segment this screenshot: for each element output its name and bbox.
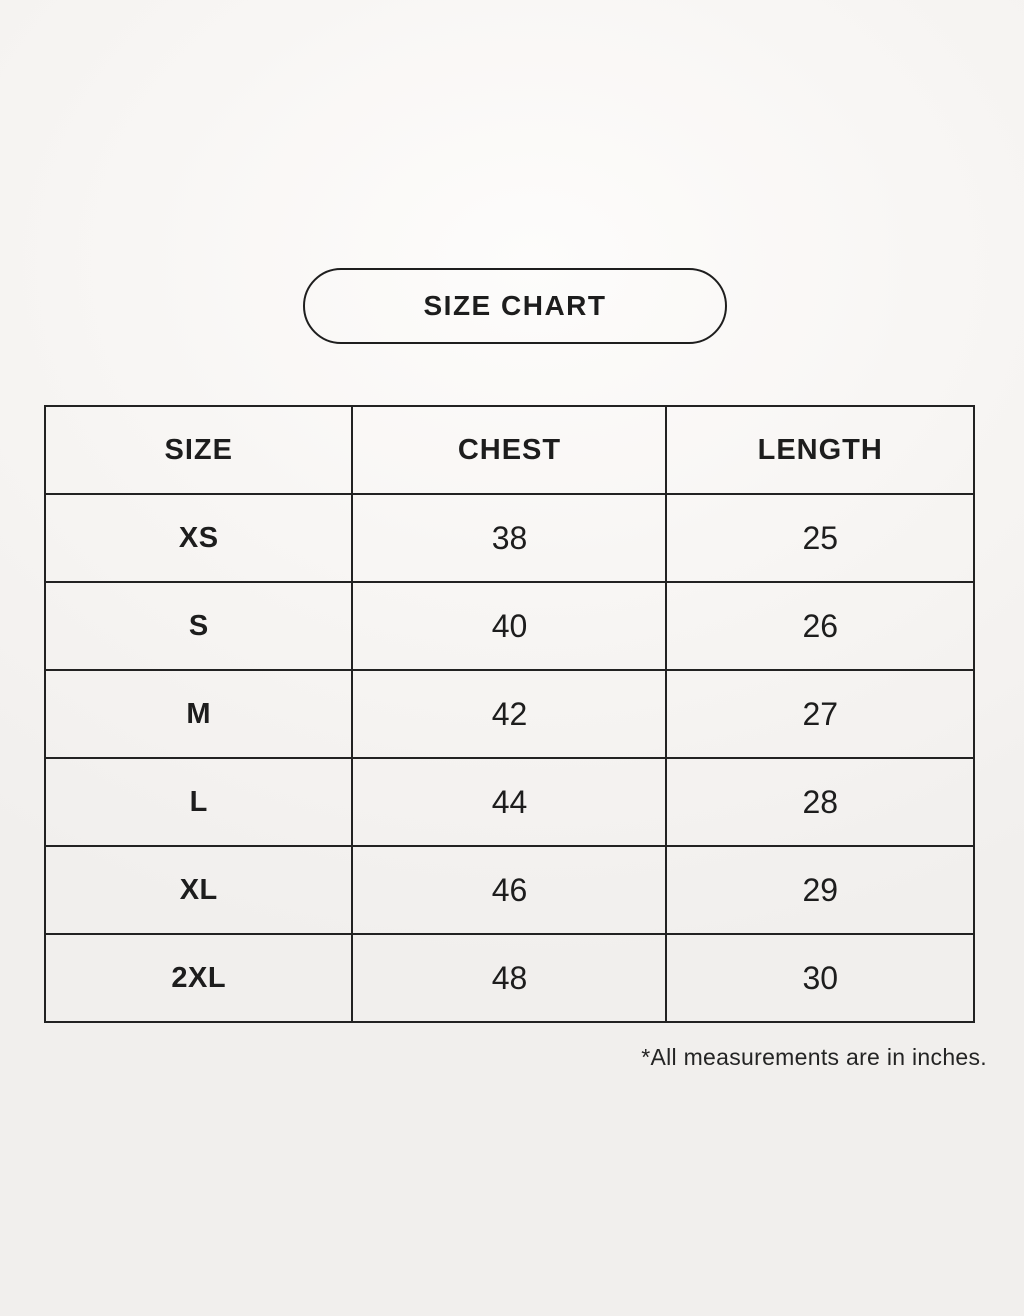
length-cell: 25 — [666, 494, 974, 582]
column-header-length: LENGTH — [666, 406, 974, 494]
size-chart-table — [44, 405, 975, 1023]
size-cell: L — [45, 758, 352, 846]
measurements-footnote: *All measurements are in inches. — [641, 1044, 987, 1070]
table-row — [45, 494, 974, 582]
length-cell: 29 — [666, 846, 974, 934]
chest-cell: 42 — [352, 670, 666, 758]
length-cell: 30 — [666, 934, 974, 1022]
size-cell: 2XL — [45, 934, 352, 1022]
table-header-row — [45, 406, 974, 494]
size-chart-title-pill — [303, 268, 727, 344]
column-header-size: SIZE — [45, 406, 352, 494]
size-cell: XS — [45, 494, 352, 582]
table-row — [45, 758, 974, 846]
chest-cell: 40 — [352, 582, 666, 670]
length-cell: 28 — [666, 758, 974, 846]
size-cell: S — [45, 582, 352, 670]
page-title: SIZE CHART — [423, 290, 607, 321]
chest-cell: 44 — [352, 758, 666, 846]
table-row — [45, 846, 974, 934]
table-row — [45, 670, 974, 758]
size-cell: XL — [45, 846, 352, 934]
length-cell: 27 — [666, 670, 974, 758]
chest-cell: 38 — [352, 494, 666, 582]
chest-cell: 46 — [352, 846, 666, 934]
table-row — [45, 934, 974, 1022]
size-cell: M — [45, 670, 352, 758]
column-header-chest: CHEST — [352, 406, 666, 494]
chest-cell: 48 — [352, 934, 666, 1022]
table-row — [45, 582, 974, 670]
length-cell: 26 — [666, 582, 974, 670]
